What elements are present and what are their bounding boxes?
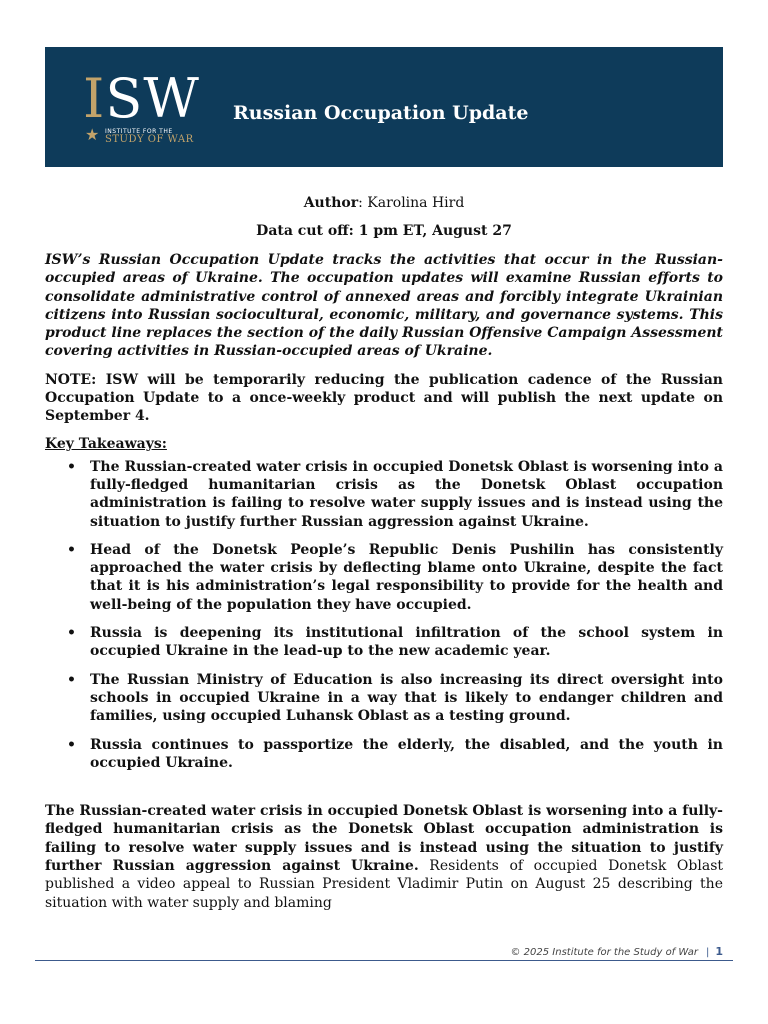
logo-line2: STUDY OF WAR <box>105 134 194 145</box>
key-takeaways-list <box>45 458 723 772</box>
takeaway-item: • Head of the Donetsk People’s Republic Denis Pushilin has consistently approached the water crisis by deflecting blame onto Ukraine, despite the fact that it is his administration’s legal responsibility to provide for the health and well-being of the population they have occupied. <box>90 541 723 614</box>
body-lead: The Russian-created water crisis in occupied Donetsk Oblast is worsening into a fully-fledged humanitarian crisis as the Donetsk Oblast occupation administration is failing to resolve water supply issues and is instead using the situation to justify further Russian aggression against Ukraine. <box>45 803 723 875</box>
note-paragraph: NOTE: ISW will be temporarily reducing the publication cadence of the Russian Occupation Update to a once-weekly product and will publish the next update on September 4. <box>45 371 723 425</box>
takeaway-item: • Russia is deepening its institutional infiltration of the school system in occupied Ukraine in the lead-up to the new academic year. <box>90 624 723 661</box>
body-text: Residents of occupied Donetsk Oblast published a video appeal to Russian President Vladimir Putin on August 25 describing the situation with water supply and blaming <box>45 858 724 911</box>
body-paragraph <box>45 802 723 912</box>
takeaway-item: • The Russian Ministry of Education is also increasing its direct oversight into schools in occupied Ukraine in a way that is likely to endanger children and families, using occupied Luhansk Oblast as a testing ground. <box>90 671 723 726</box>
key-takeaways-heading: Key Takeaways: <box>45 435 167 452</box>
takeaway-item: • Russia continues to passportize the elderly, the disabled, and the youth in occupied Ukraine. <box>90 736 723 773</box>
data-cutoff: Data cut off: 1 pm ET, August 27 <box>256 223 512 239</box>
intro-paragraph: ISW’s Russian Occupation Update tracks the activities that occur in the Russian-occupied areas of Ukraine. The occupation updates will examine Russian efforts to consolidate administrative control of annexed areas and forcibly integrate Ukrainian citizens into Russian sociocultural, economic, military, and governance systems. This product line replaces the section of the daily Russian Offensive Campaign Assessment covering activities in Russian-occupied areas of Ukraine. <box>45 252 723 360</box>
footer-separator: | <box>705 947 710 958</box>
document-body <box>45 195 723 912</box>
author-line <box>45 195 723 217</box>
star-icon: ★ <box>85 125 100 144</box>
header-banner <box>45 47 723 167</box>
footer <box>510 945 723 958</box>
author-name: : Karolina Hird <box>358 195 465 211</box>
logo-line1: INSTITUTE FOR THE <box>105 128 173 135</box>
author-label: Author <box>303 195 359 211</box>
page-number: 1 <box>715 945 723 958</box>
footer-copyright: © 2025 Institute for the Study of War <box>510 947 698 958</box>
takeaway-item: • The Russian-created water crisis in occupied Donetsk Oblast is worsening into a fully-fledged humanitarian crisis as the Donetsk Oblast occupation administration is failing to resolve water supply issues and is instead using the situation to justify further Russian aggression against Ukraine. <box>90 458 723 531</box>
page-title: Russian Occupation Update <box>233 102 529 124</box>
logo-letters: ISW <box>83 67 200 130</box>
footer-rule <box>35 960 733 961</box>
isw-logo <box>83 67 211 145</box>
